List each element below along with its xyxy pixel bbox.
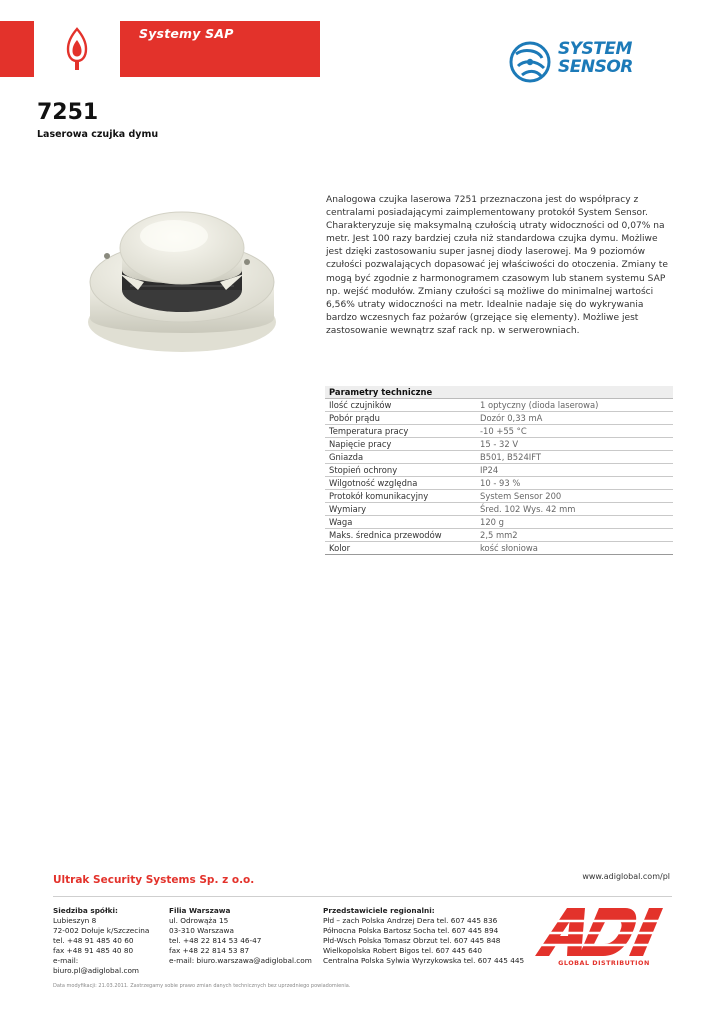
- headquarters-line: e-mail:: [53, 956, 79, 965]
- parameter-value: 120 g: [476, 515, 673, 528]
- website-link[interactable]: www.adiglobal.com/pl: [582, 872, 670, 881]
- parameters-table: [325, 386, 673, 555]
- headquarters-line: tel. +48 91 485 40 60: [53, 936, 134, 945]
- parameter-label: Protokół komunikacyjny: [325, 489, 476, 502]
- parameter-value: IP24: [476, 463, 673, 476]
- parameter-row: [325, 463, 673, 476]
- parameter-value: 15 - 32 V: [476, 437, 673, 450]
- headquarters-line: Lubieszyn 8: [53, 916, 97, 925]
- parameter-value: kość słoniowa: [476, 541, 673, 554]
- parameter-row: [325, 450, 673, 463]
- company-name: Ultrak Security Systems Sp. z o.o.: [53, 874, 255, 886]
- product-description: Analogowa czujka laserowa 7251 przeznaczona jest do współpracy z centralami posiadającymi zaimplementowany protokół System Sensor. Charakteryzuje się maksymalną czułością utraty widoczności od 0,07% na metr. Jest 100 razy bardziej czuła niż standardowa czujka dymu. Możliwe jest dzięki zastosowaniu super jasnej diody laserowej. Ma 9 poziomów czułości pozwalających dopasować jej właściwości do otoczenia. Zmiany te mogą być zgodnie z harmonogramem czasowym lub stanem systemu SAP np. wejść modułów. Zmiany czułości są możliwe do minimalnej wartości 6,56% utraty widoczności na metr. Idealnie nadaje się do wykrywania bardzo wczesnych faz pożarów (grzejące się elementy). Możliwe jest zastosowanie wewnątrz szaf rack np. w serwerowniach.: [326, 195, 668, 336]
- parameter-label: Kolor: [325, 541, 476, 554]
- headquarters-line: biuro.pl@adiglobal.com: [53, 966, 140, 975]
- parameter-label: Temperatura pracy: [325, 424, 476, 437]
- parameter-row: [325, 541, 673, 554]
- parameter-label: Pobór prądu: [325, 411, 476, 424]
- warsaw-line: e-mail: biuro.warszawa@adiglobal.com: [169, 956, 312, 965]
- headquarters-line: 72-002 Dołuje k/Szczecina: [53, 926, 150, 935]
- parameters-title: Parametry techniczne: [325, 386, 673, 398]
- parameter-label: Wilgotność względna: [325, 476, 476, 489]
- adi-wordmark-icon: [534, 904, 674, 960]
- footer-regional-reps: [323, 906, 533, 966]
- regional-line: Centralna Polska Sylwia Wyrzykowska tel. 607 445 445: [323, 956, 525, 965]
- warsaw-line: fax +48 22 814 53 87: [169, 946, 250, 955]
- parameter-value: 2,5 mm2: [476, 528, 673, 541]
- flame-logo-icon: [64, 27, 90, 71]
- parameter-label: Gniazda: [325, 450, 476, 463]
- footer-headquarters: [53, 906, 163, 976]
- footer-warsaw-branch: [169, 906, 319, 966]
- warsaw-line: 03-310 Warszawa: [169, 926, 234, 935]
- parameter-label: Ilość czujników: [325, 398, 476, 411]
- parameter-row: [325, 476, 673, 489]
- adi-logo: [534, 904, 674, 970]
- product-model: 7251: [37, 100, 99, 125]
- brand-line-2: SENSOR: [558, 57, 633, 77]
- system-sensor-swirl-icon: [508, 38, 556, 86]
- regional-heading: Przedstawiciele regionalni:: [323, 906, 435, 915]
- warsaw-heading: Filia Warszawa: [169, 906, 231, 915]
- parameter-label: Napięcie pracy: [325, 437, 476, 450]
- brand-line-1: SYSTEM: [558, 39, 632, 59]
- adi-tagline: GLOBAL DISTRIBUTION: [558, 959, 650, 967]
- headquarters-line: fax +48 91 485 40 80: [53, 946, 134, 955]
- regional-line: Płd – zach Polska Andrzej Dera tel. 607 445 836: [323, 916, 498, 925]
- parameter-label: Stopień ochrony: [325, 463, 476, 476]
- parameter-value: -10 +55 °C: [476, 424, 673, 437]
- regional-line: Płd-Wsch Polska Tomasz Obrzut tel. 607 445 848: [323, 936, 501, 945]
- warsaw-line: tel. +48 22 814 53 46-47: [169, 936, 262, 945]
- parameter-row: [325, 528, 673, 541]
- modification-note: Data modyfikacji: 21.03.2011. Zastrzegamy sobie prawo zmian danych technicznych bez uprzedniego powiadomienia.: [53, 983, 351, 989]
- parameter-label: Waga: [325, 515, 476, 528]
- regional-line: Północna Polska Bartosz Socha tel. 607 445 894: [323, 926, 499, 935]
- warsaw-line: ul. Odrowąża 15: [169, 916, 229, 925]
- product-subtitle: Laserowa czujka dymu: [37, 129, 159, 140]
- system-sensor-wordmark: [558, 40, 633, 76]
- parameter-value: System Sensor 200: [476, 489, 673, 502]
- parameter-label: Maks. średnica przewodów: [325, 528, 476, 541]
- parameter-value: Dozór 0,33 mA: [476, 411, 673, 424]
- parameter-row: [325, 411, 673, 424]
- parameter-value: B501, B524IFT: [476, 450, 673, 463]
- parameter-value: Śred. 102 Wys. 42 mm: [476, 502, 673, 515]
- headquarters-heading: Siedziba spółki:: [53, 906, 118, 915]
- regional-line: Wielkopolska Robert Bigos tel. 607 445 640: [323, 946, 483, 955]
- footer-divider: [53, 896, 672, 897]
- parameter-row: [325, 515, 673, 528]
- parameter-row: [325, 489, 673, 502]
- parameter-row: [325, 424, 673, 437]
- section-title: Systemy SAP: [139, 26, 234, 41]
- smoke-detector-photo: [86, 190, 278, 358]
- system-sensor-logo: [508, 38, 668, 86]
- parameter-label: Wymiary: [325, 502, 476, 515]
- parameter-row: [325, 502, 673, 515]
- parameters-table-header: [325, 386, 673, 398]
- parameter-row: [325, 437, 673, 450]
- parameter-value: 1 optyczny (dioda laserowa): [476, 398, 673, 411]
- parameter-value: 10 - 93 %: [476, 476, 673, 489]
- parameter-row: [325, 398, 673, 411]
- header-red-bar: [0, 21, 320, 77]
